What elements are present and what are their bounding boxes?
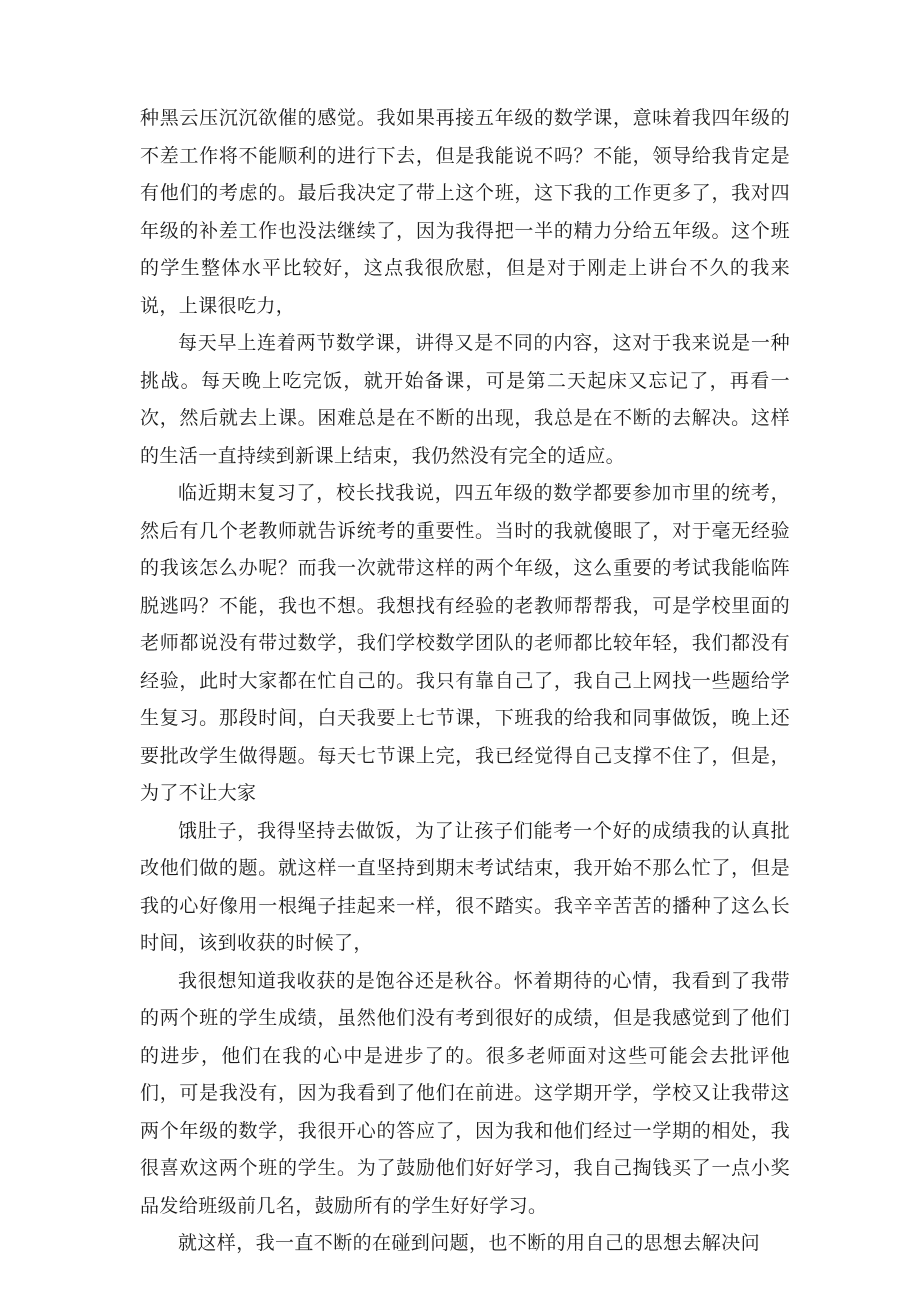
paragraph-2: 每天早上连着两节数学课，讲得又是不同的内容，这对于我来说是一种挑战。每天晚上吃完饭，就开始备课，可是第二天起床又忘记了，再看一次，然后就去上课。困难总是在不断的出现，我总是在不断的去解决。这样的生活一直持续到新课上结束，我仍然没有完全的适应。 (140, 332, 790, 467)
paragraph-6: 就这样，我一直不断的在碰到问题，也不断的用自己的思想去解决问 (178, 1232, 761, 1254)
paragraph-1: 种黑云压沉沉欲催的感觉。我如果再接五年级的数学课，意味着我四年级的不差工作将不能顺利的进行下去，但是我能说不吗？不能，领导给我肯定是有他们的考虑的。最后我决定了带上这个班，这下我的工作更多了，我对四年级的补差工作也没法继续了，因为我得把一半的精力分给五年级。这个班的学生整体水平比较好，这点我很欣慰，但是对于刚走上讲台不久的我来说，上课很吃力， (140, 107, 790, 317)
paragraph-5: 我很想知道我收获的是饱谷还是秋谷。怀着期待的心情，我看到了我带的两个班的学生成绩，虽然他们没有考到很好的成绩，但是我感觉到了他们的进步，他们在我的心中是进步了的。很多老师面对这些可能会去批评他们，可是我没有，因为我看到了他们在前进。这学期开学，学校又让我带这两个年级的数学，我很开心的答应了，因为我和他们经过一学期的相处，我很喜欢这两个班的学生。为了鼓励他们好好学习，我自己掏钱买了一点小奖品发给班级前几名，鼓励所有的学生好好学习。 (140, 969, 790, 1217)
paragraph-4: 饿肚子，我得坚持去做饭，为了让孩子们能考一个好的成绩我的认真批改他们做的题。就这样一直坚持到期末考试结束，我开始不那么忙了，但是我的心好像用一根绳子挂起来一样，很不踏实。我辛辛苦苦的播种了这么长时间，该到收获的时候了， (140, 819, 790, 954)
document-body (140, 100, 790, 1263)
paragraph-3: 临近期末复习了，校长找我说，四五年级的数学都要参加市里的统考，然后有几个老教师就告诉统考的重要性。当时的我就傻眼了，对于毫无经验的我该怎么办呢？而我一次就带这样的两个年级，这么重要的考试我能临阵脱逃吗？不能，我也不想。我想找有经验的老教师帮帮我，可是学校里面的老师都说没有带过数学，我们学校数学团队的老师都比较年轻，我们都没有经验，此时大家都在忙自己的。我只有靠自己了，我自己上网找一些题给学生复习。那段时间，白天我要上七节课，下班我的给我和同事做饭，晚上还要批改学生做得题。每天七节课上完，我已经觉得自己支撑不住了，但是，为了不让大家 (140, 482, 790, 804)
